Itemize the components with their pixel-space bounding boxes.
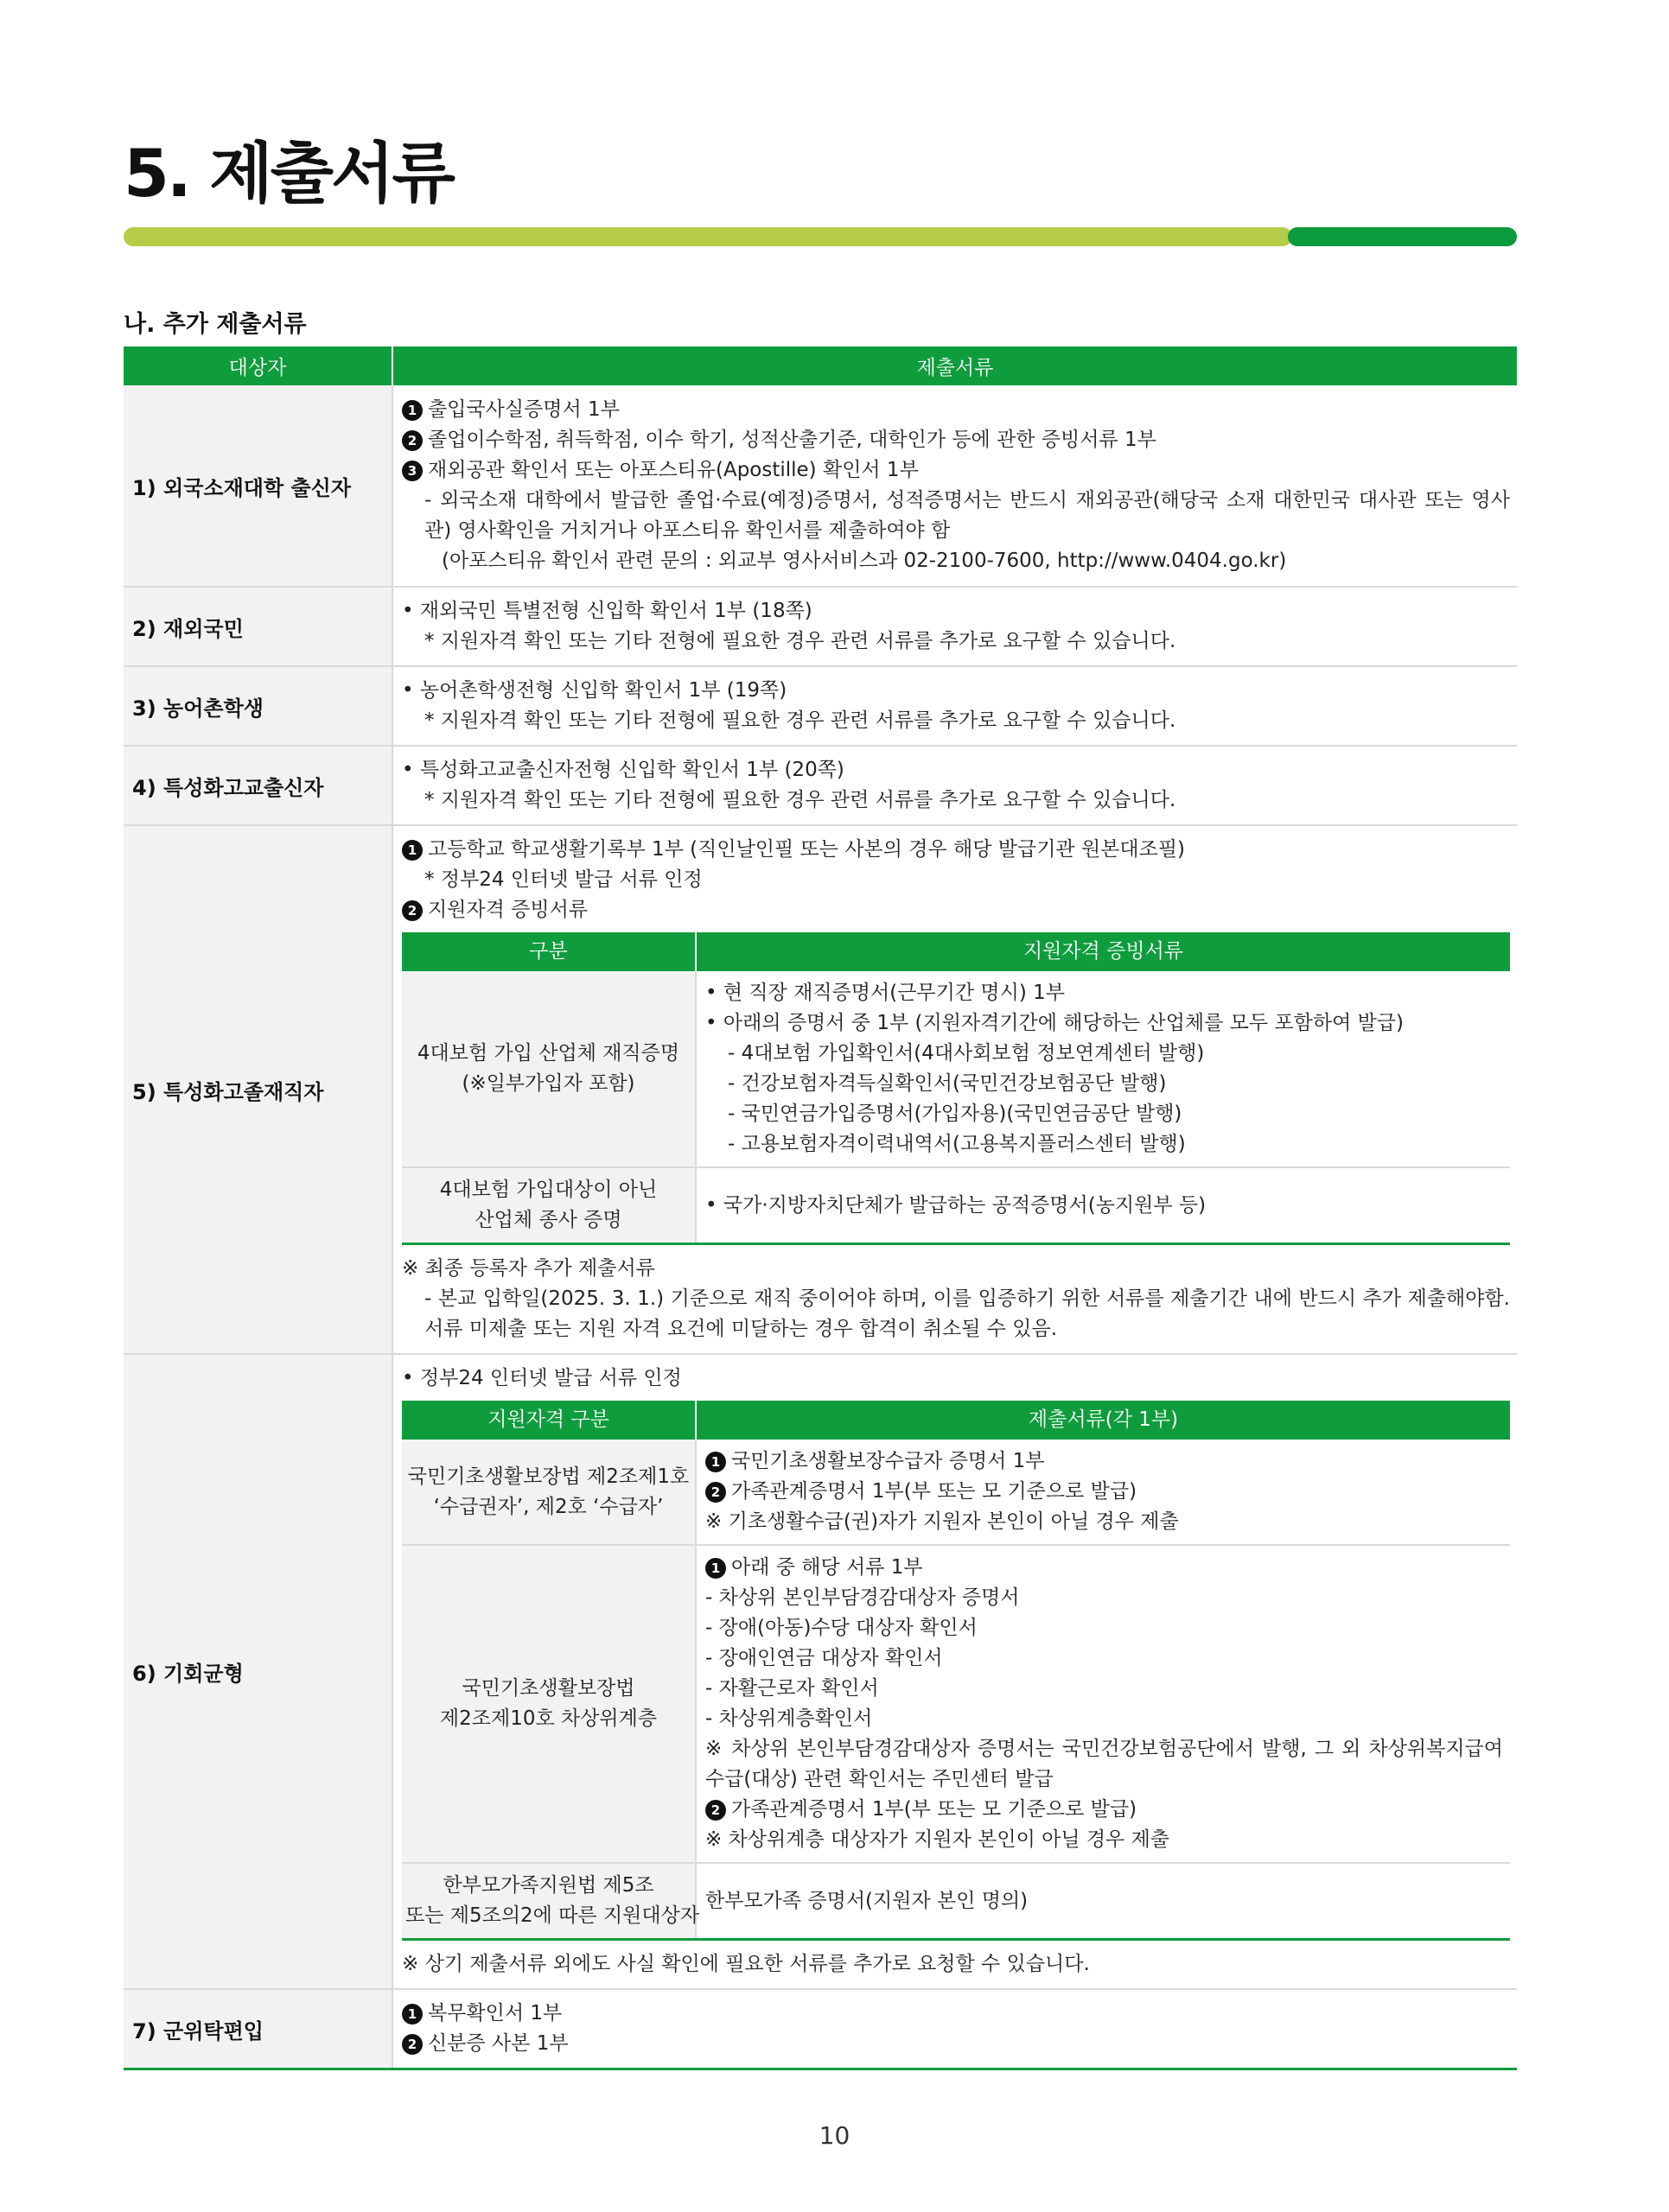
list-item: 1 고등학교 학교생활기록부 1부 (직인날인필 또는 사본의 경우 해당 발급기관 원본대조필) <box>402 835 1510 865</box>
inner-header-row <box>402 932 1510 971</box>
circled-number: 1 <box>705 1558 726 1579</box>
row-documents <box>392 666 1517 746</box>
row-label: 2) 재외국민 <box>124 587 392 666</box>
note-text: - 본교 입학일(2025. 3. 1.) 기준으로 재직 중이어야 하며, 이를 입증하기 위한 서류를 제출기간 내에 반드시 추가 제출해야함. 서류 미제출 또는 지원 자격 요건에 미달하는 경우 합격이 취소될 수 있음. <box>424 1287 1510 1340</box>
title-underline-accent <box>1288 227 1517 246</box>
inner-documents <box>696 1545 1510 1863</box>
table-row <box>124 1989 1517 2069</box>
inner-row <box>402 1167 1510 1244</box>
note-text: * 지원자격 확인 또는 기타 전형에 필요한 경우 관련 서류를 추가로 요구할 수 있습니다. <box>424 789 1176 811</box>
inner-row <box>402 971 1510 1167</box>
circled-number: 2 <box>402 2034 423 2055</box>
table-row <box>124 587 1517 666</box>
note-text: ※ 차상위계층 대상자가 지원자 본인이 아닐 경우 제출 <box>705 1828 1170 1851</box>
inner-category: 4대보험 가입대상이 아닌 산업체 종사 증명 <box>402 1167 696 1244</box>
list-item: • 정부24 인터넷 발급 서류 인정 <box>402 1367 682 1389</box>
list-item: 3 재외공관 확인서 또는 아포스티유(Apostille) 확인서 1부 <box>402 455 1510 486</box>
inner-category: 국민기초생활보장법 제2조제1호 ‘수급권자’, 제2호 ‘수급자’ <box>402 1440 696 1545</box>
list-item: - 건강보험자격득실확인서(국민건강보험공단 발행) <box>728 1072 1167 1095</box>
circled-number: 1 <box>402 840 423 861</box>
list-item: 2 가족관계증명서 1부(부 또는 모 기준으로 발급) <box>705 1795 1503 1825</box>
row-label: 7) 군위탁편입 <box>124 1989 392 2069</box>
list-item: 1 국민기초생활보장수급자 증명서 1부 <box>705 1446 1503 1477</box>
inner-documents <box>696 1863 1510 1940</box>
circled-number: 3 <box>402 461 423 481</box>
list-item: 1 복무확인서 1부 <box>402 1999 1510 2029</box>
list-item: • 현 직장 재직증명서(근무기간 명시) 1부 <box>705 982 1065 1004</box>
list-item: • 재외국민 특별전형 신입학 확인서 1부 (18쪽) <box>402 600 812 622</box>
list-item: - 고용보험자격이력내역서(고용복지플러스센터 발행) <box>728 1133 1186 1155</box>
header-target: 대상자 <box>124 346 392 385</box>
row-documents <box>392 587 1517 666</box>
qualification-table <box>402 932 1510 1245</box>
row-documents <box>392 746 1517 825</box>
table-row <box>124 666 1517 746</box>
page-title: 5. 제출서류 <box>124 135 453 212</box>
documents-table <box>124 346 1517 2070</box>
list-item: - 장애(아동)수당 대상자 확인서 <box>705 1617 978 1639</box>
title-underline-bar <box>124 227 1292 246</box>
circled-number: 2 <box>402 900 423 921</box>
row-label: 3) 농어촌학생 <box>124 666 392 746</box>
list-item: • 국가·지방자치단체가 발급하는 공적증명서(농지원부 등) <box>705 1193 1207 1217</box>
list-item: - 장애인연금 대상자 확인서 <box>705 1647 943 1669</box>
inner-documents <box>696 971 1510 1167</box>
note-text: ※ 상기 제출서류 외에도 사실 확인에 필요한 서류를 추가로 요청할 수 있습니다. <box>402 1953 1090 1975</box>
inner-header-documents: 지원자격 증빙서류 <box>696 932 1510 971</box>
list-item: 한부모가족 증명서(지원자 본인 명의) <box>705 1889 1029 1912</box>
row-documents <box>392 385 1517 587</box>
page-number: 10 <box>819 2121 850 2150</box>
inner-category: 국민기초생활보장법 제2조제10호 차상위계층 <box>402 1545 696 1863</box>
inner-row <box>402 1440 1510 1545</box>
circled-number: 2 <box>705 1482 726 1503</box>
table-row <box>124 825 1517 1354</box>
inner-header-documents: 제출서류(각 1부) <box>696 1401 1510 1440</box>
list-item: 2 졸업이수학점, 취득학점, 이수 학기, 성적산출기준, 대학인가 등에 관한 증빙서류 1부 <box>402 425 1510 455</box>
circled-number: 1 <box>402 2004 423 2024</box>
table-row <box>124 746 1517 825</box>
inner-documents <box>696 1440 1510 1545</box>
row-label: 1) 외국소재대학 출신자 <box>124 385 392 587</box>
inner-row <box>402 1863 1510 1940</box>
note-text: * 정부24 인터넷 발급 서류 인정 <box>424 868 703 891</box>
note-text: * 지원자격 확인 또는 기타 전형에 필요한 경우 관련 서류를 추가로 요구할 수 있습니다. <box>424 630 1176 652</box>
list-item: - 차상위계층확인서 <box>705 1707 873 1730</box>
row-label: 5) 특성화고졸재직자 <box>124 825 392 1354</box>
inner-header-category: 지원자격 구분 <box>402 1401 696 1440</box>
row-label: 4) 특성화고교출신자 <box>124 746 392 825</box>
table-row <box>124 385 1517 587</box>
circled-number: 1 <box>402 400 423 421</box>
note-text: * 지원자격 확인 또는 기타 전형에 필요한 경우 관련 서류를 추가로 요구할 수 있습니다. <box>424 709 1176 732</box>
row-documents <box>392 825 1517 1354</box>
note-text: (아포스티유 확인서 관련 문의 : 외교부 영사서비스과 02-2100-7600, http://www.0404.go.kr) <box>442 550 1287 572</box>
table-row <box>124 1354 1517 1989</box>
inner-category: 한부모가족지원법 제5조 또는 제5조의2에 따른 지원대상자 <box>402 1863 696 1940</box>
inner-row <box>402 1545 1510 1863</box>
circled-number: 2 <box>402 430 423 451</box>
qualification-table <box>402 1401 1510 1941</box>
list-item: 2 신분증 사본 1부 <box>402 2029 1510 2059</box>
list-item: - 자활근로자 확인서 <box>705 1677 879 1700</box>
list-item: 2 가족관계증명서 1부(부 또는 모 기준으로 발급) <box>705 1477 1503 1507</box>
list-item: 1 출입국사실증명서 1부 <box>402 395 1510 425</box>
list-item: • 특성화고교출신자전형 신입학 확인서 1부 (20쪽) <box>402 759 844 781</box>
note-text: ※ 기초생활수급(권)자가 지원자 본인이 아닐 경우 제출 <box>705 1510 1179 1533</box>
note-text: - 외국소재 대학에서 발급한 졸업·수료(예정)증명서, 성적증명서는 반드시 재외공관(해당국 소재 대한민국 대사관 또는 영사관) 영사확인을 거치거나 아포스티유 확인서를 제출하여야 함 <box>424 489 1510 542</box>
row-label: 6) 기회균형 <box>124 1354 392 1989</box>
list-item: - 국민연금가입증명서(가입자용)(국민연금공단 발행) <box>728 1103 1182 1125</box>
list-item: - 4대보험 가입확인서(4대사회보험 정보연계센터 발행) <box>728 1042 1205 1065</box>
list-item: 2 지원자격 증빙서류 <box>402 895 1510 925</box>
circled-number: 2 <box>705 1800 726 1821</box>
inner-header-category: 구분 <box>402 932 696 971</box>
list-item: - 차상위 본인부담경감대상자 증명서 <box>705 1586 1020 1609</box>
note-text: ※ 최종 등록자 추가 제출서류 <box>402 1257 655 1280</box>
circled-number: 1 <box>705 1452 726 1472</box>
row-documents <box>392 1354 1517 1989</box>
header-documents: 제출서류 <box>392 346 1517 385</box>
list-item: • 농어촌학생전형 신입학 확인서 1부 (19쪽) <box>402 679 787 702</box>
section-subtitle: 나. 추가 제출서류 <box>124 311 307 338</box>
row-documents <box>392 1989 1517 2069</box>
inner-header-row <box>402 1401 1510 1440</box>
inner-documents <box>696 1167 1510 1244</box>
list-item: 1 아래 중 해당 서류 1부 <box>705 1553 1503 1583</box>
inner-category: 4대보험 가입 산업체 재직증명 (※일부가입자 포함) <box>402 971 696 1167</box>
note-text: ※ 차상위 본인부담경감대상자 증명서는 국민건강보험공단에서 발행, 그 외 차상위복지급여수급(대상) 관련 확인서는 주민센터 발급 <box>705 1738 1503 1790</box>
list-item: • 아래의 증명서 중 1부 (지원자격기간에 해당하는 산업체를 모두 포함하여 발급) <box>705 1012 1405 1034</box>
table-header-row <box>124 346 1517 385</box>
